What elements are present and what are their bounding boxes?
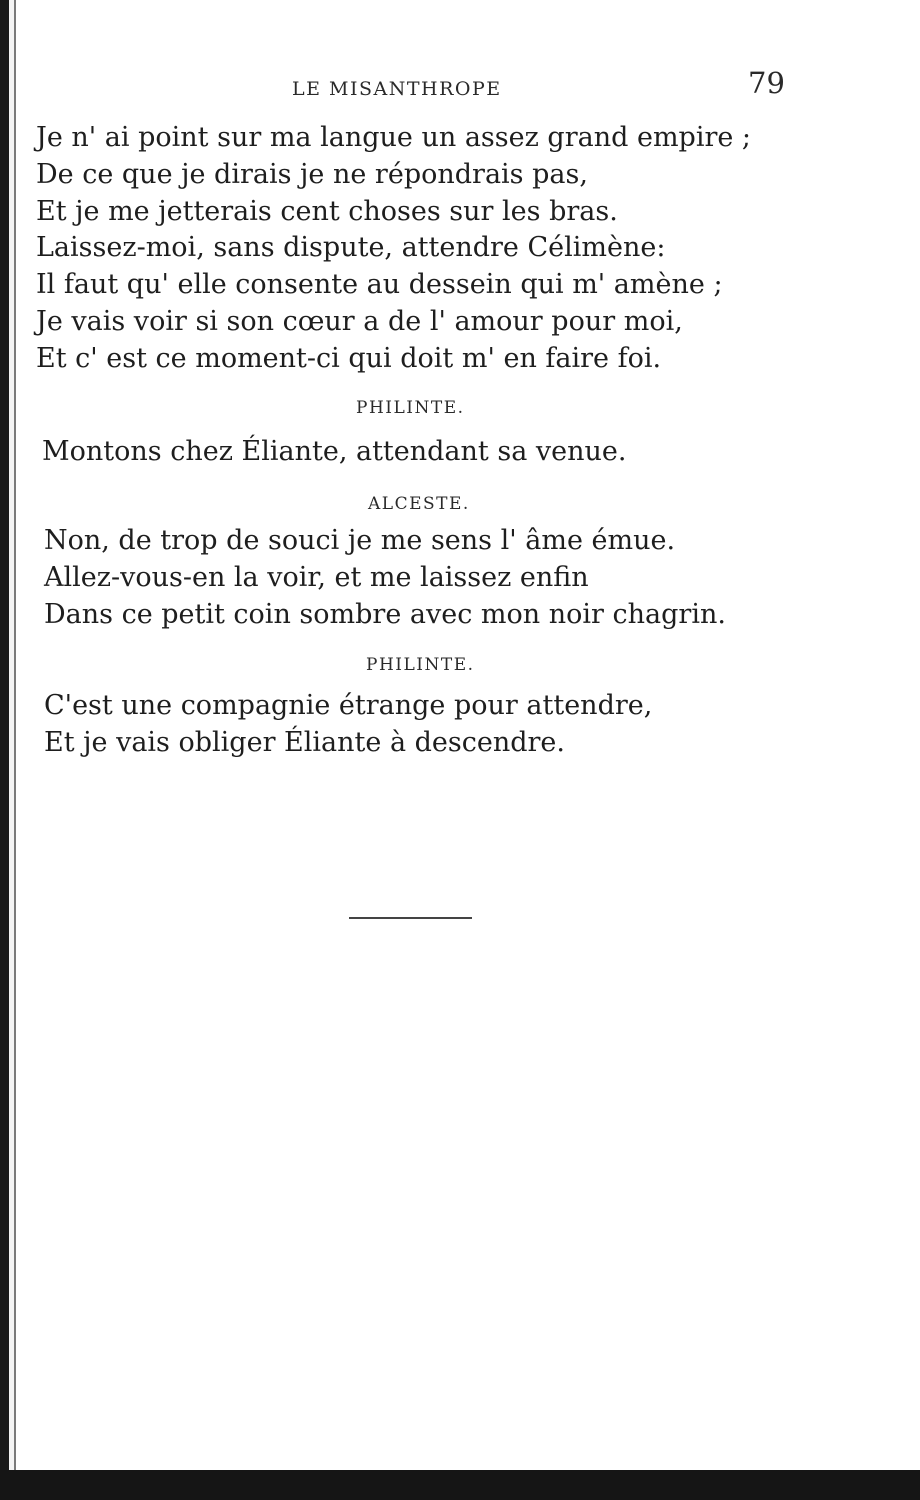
speaker-name: PHILINTE. xyxy=(356,398,465,418)
verse-line: Et je vais obliger Éliante à descendre. xyxy=(44,726,565,758)
end-rule xyxy=(349,917,472,919)
verse-line: Montons chez Éliante, attendant sa venue. xyxy=(42,436,627,467)
binding-shadow xyxy=(0,0,9,1500)
verse-line: Il faut qu' elle consente au dessein qui m' amène ; xyxy=(36,269,723,301)
verse-line: C'est une compagnie étrange pour attendre, xyxy=(44,690,653,721)
verse-line: Je vais voir si son cœur a de l' amour pour moi, xyxy=(36,305,683,337)
verse-block xyxy=(44,523,726,633)
verse-line: Et c' est ce moment-ci qui doit m' en faire foi. xyxy=(36,342,662,374)
verse-line: Non, de trop de souci je me sens l' âme émue. xyxy=(44,525,676,556)
bottom-shadow xyxy=(0,1470,920,1500)
running-title: LE MISANTHROPE xyxy=(292,78,502,100)
verse-line: De ce que je dirais je ne répondrais pas, xyxy=(36,158,588,190)
binding-line xyxy=(14,0,16,1500)
verse-block xyxy=(36,120,751,378)
verse-block xyxy=(42,434,626,471)
verse-line: Je n' ai point sur ma langue un assez grand empire ; xyxy=(36,122,752,153)
verse-line: Laissez-moi, sans dispute, attendre Célimène: xyxy=(36,232,666,264)
speaker-name: ALCESTE. xyxy=(368,494,470,514)
verse-line: Dans ce petit coin sombre avec mon noir chagrin. xyxy=(44,598,726,630)
verse-block xyxy=(44,688,652,762)
verse-line: Et je me jetterais cent choses sur les bras. xyxy=(36,195,618,227)
page-number: 79 xyxy=(748,66,785,100)
verse-line: Allez-vous-en la voir, et me laissez enfin xyxy=(44,561,589,593)
speaker-name: PHILINTE. xyxy=(366,655,475,675)
